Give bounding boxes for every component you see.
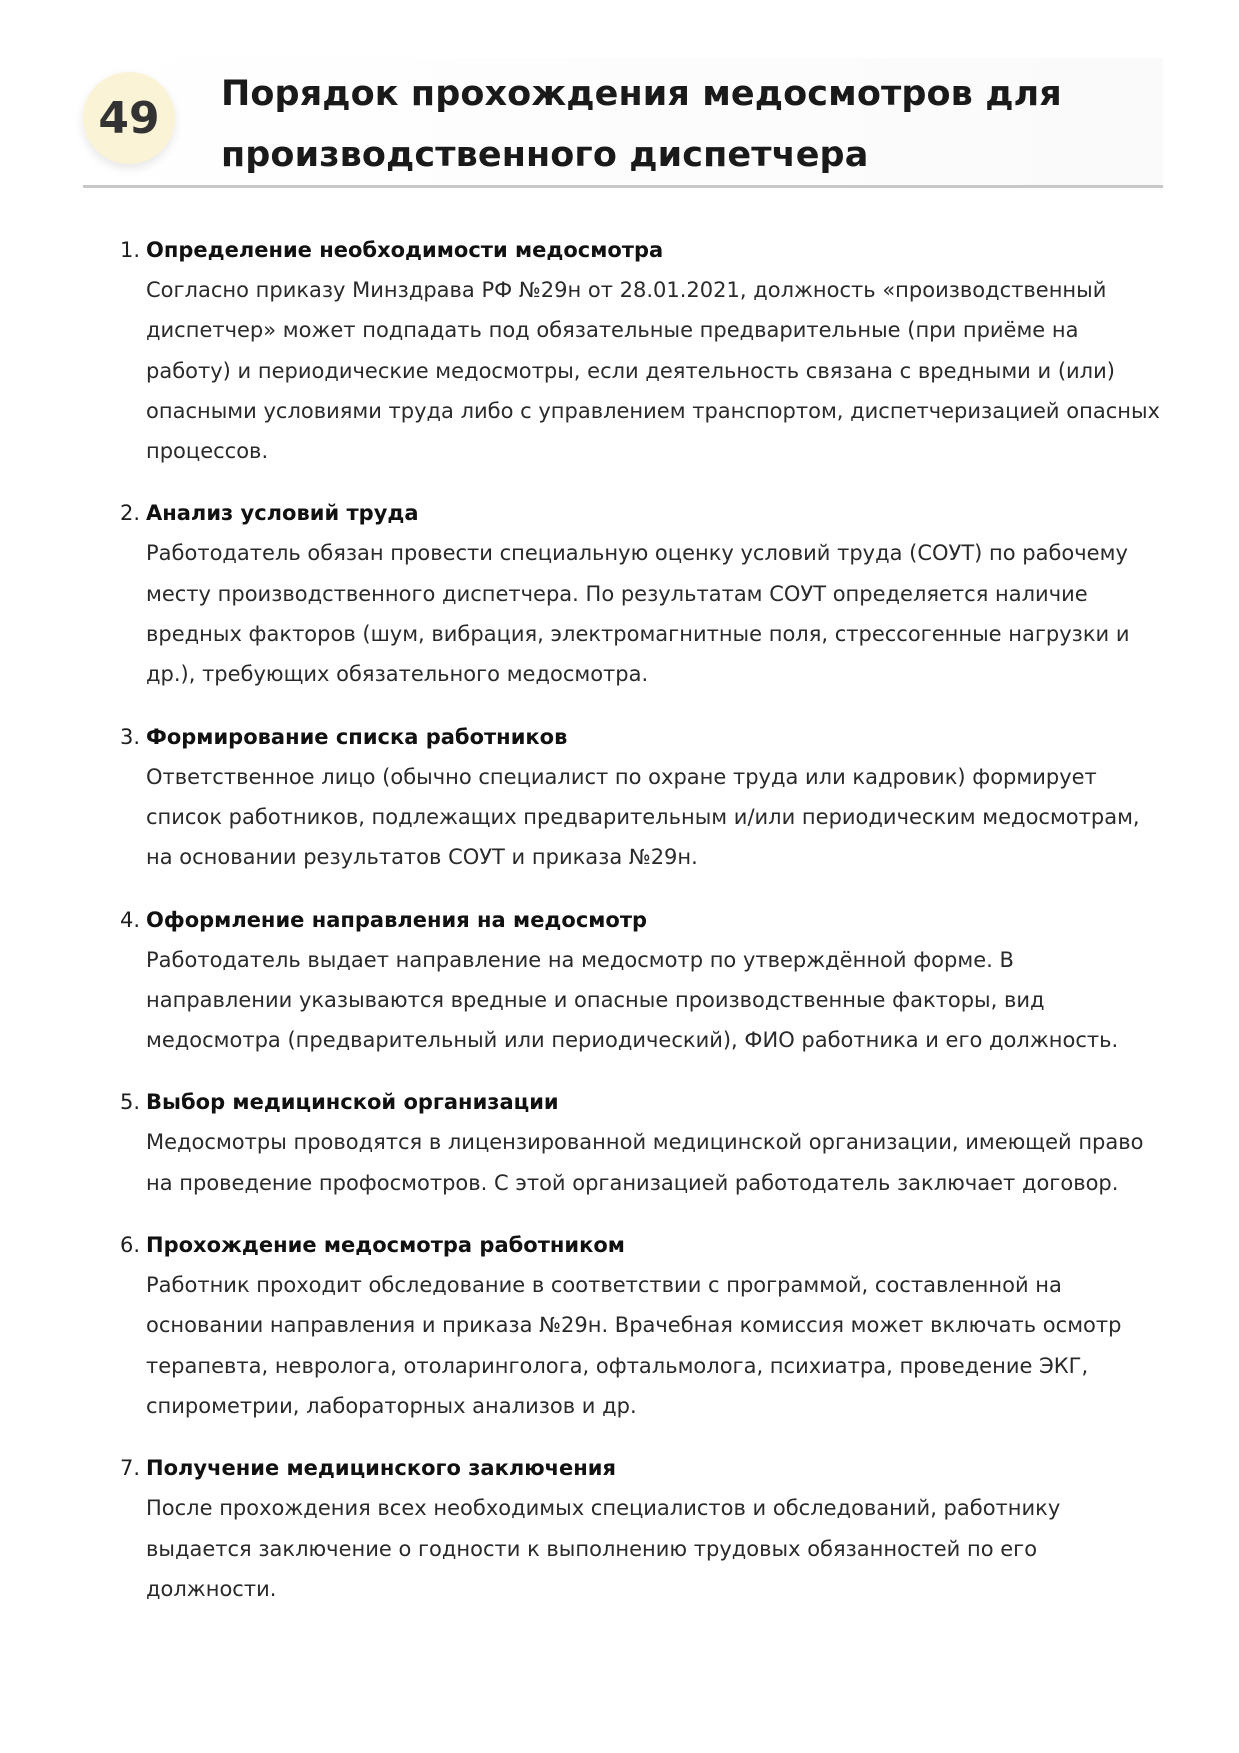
- step-title: Получение медицинского заключения: [146, 1456, 617, 1481]
- step-number: 3.: [120, 724, 141, 749]
- page-title: Порядок прохождения медосмотров для производственного диспетчера: [221, 74, 1062, 175]
- step-text: Согласно приказу Минздрава РФ №29н от 28.01.2021, должность «производственный диспетчер» может подпадать под обязательные предварительные (при приёме на работу) и периодические медосмотры, если деятельность связана с вредными и (или) опасными условиями труда либо с управлением транспортом, диспетчеризацией опасных процессов.: [146, 278, 1160, 464]
- step-title: Оформление направления на медосмотр: [146, 907, 648, 932]
- list-item: [120, 1225, 1160, 1426]
- step-number: 1.: [120, 238, 141, 262]
- step-title: Выбор медицинской организации: [146, 1090, 559, 1115]
- list-item: [120, 1082, 1160, 1203]
- step-title: Определение необходимости медосмотра: [146, 238, 664, 262]
- section-number-badge: 49: [83, 72, 175, 164]
- list-item: [120, 717, 1160, 878]
- step-text: Работодатель обязан провести специальную оценку условий труда (СОУТ) по рабочему месту производственного диспетчера. По результатам СОУТ определяется наличие вредных факторов (шум, вибрация, электромагнитные поля, стрессогенные нагрузки и др.), требующих обязательного медосмотра.: [146, 541, 1130, 687]
- list-item: [120, 900, 1160, 1061]
- step-text: Работник проходит обследование в соответствии с программой, составленной на основании направления и приказа №29н. Врачебная комиссия может включать осмотр терапевта, невролога, отоларинголога, офтальмолога, психиатра, проведение ЭКГ, спирометрии, лабораторных анализов и др.: [146, 1273, 1122, 1418]
- step-text: После прохождения всех необходимых специалистов и обследований, работнику выдается заключение о годности к выполнению трудовых обязанностей по его должности.: [146, 1496, 1061, 1601]
- step-number: 4.: [120, 907, 141, 932]
- step-number: 6.: [120, 1233, 141, 1258]
- step-text: Ответственное лицо (обычно специалист по охране труда или кадровик) формирует список работников, подлежащих предварительным и/или периодическим медосмотрам, на основании результатов СОУТ и приказа №29н.: [146, 764, 1140, 870]
- step-number: 2.: [120, 501, 141, 526]
- list-item: [120, 1448, 1160, 1609]
- list-item: [120, 230, 1160, 471]
- step-text: Работодатель выдает направление на медосмотр по утверждённой форме. В направлении указываются вредные и опасные производственные факторы, вид медосмотра (предварительный или периодический), ФИО работника и его должность.: [146, 947, 1119, 1053]
- step-text: Медосмотры проводятся в лицензированной медицинской организации, имеющей право на проведение профосмотров. С этой организацией работодатель заключает договор.: [146, 1130, 1144, 1195]
- step-number: 5.: [120, 1090, 141, 1115]
- section-header: [83, 58, 1163, 188]
- step-number: 7.: [120, 1456, 141, 1481]
- list-item: [120, 493, 1160, 694]
- steps-list: [120, 230, 1160, 1609]
- step-title: Прохождение медосмотра работником: [146, 1233, 625, 1258]
- step-title: Формирование списка работников: [146, 724, 568, 749]
- step-title: Анализ условий труда: [146, 501, 419, 526]
